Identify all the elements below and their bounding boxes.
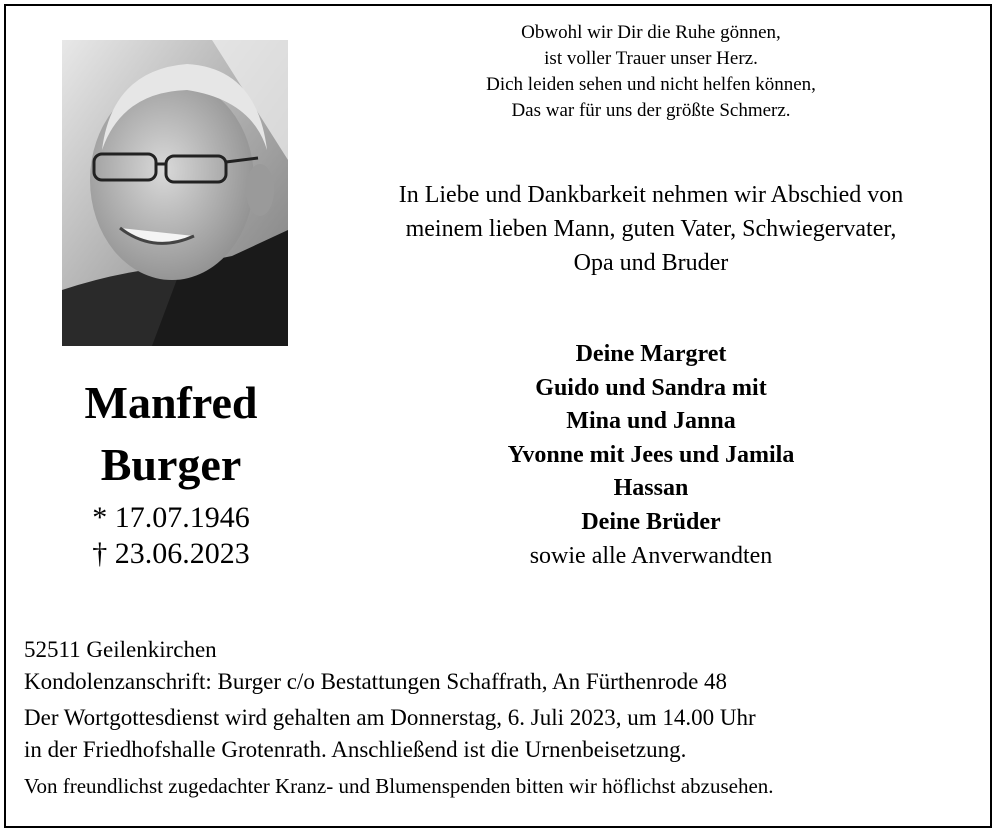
first-name: Manfred [84, 377, 258, 428]
mourner-name: Yvonne mit Jees und Jamila [507, 441, 795, 468]
farewell-line: Opa und Bruder [573, 250, 729, 276]
portrait-image [62, 40, 288, 346]
farewell-text [328, 178, 974, 280]
poem [386, 20, 916, 124]
farewell-line: In Liebe und Dankbarkeit nehmen wir Abschied von [398, 182, 904, 208]
service-info: in der Friedhofshalle Grotenrath. Anschließend ist die Urnenbeisetzung. [24, 737, 687, 762]
portrait-photo [62, 40, 288, 346]
flowers-note: Von freundlichst zugedachter Kranz- und Blumenspenden bitten wir höflichst abzusehen. [24, 774, 774, 798]
city: 52511 Geilenkirchen [24, 637, 217, 662]
death-date: † 23.06.2023 [92, 537, 250, 570]
poem-line: Dich leiden sehen und nicht helfen können, [486, 74, 816, 95]
mourner-name: Guido und Sandra mit [535, 374, 767, 401]
obituary-notice [4, 4, 992, 828]
mourner-name: Hassan [613, 475, 689, 502]
life-dates [26, 500, 316, 572]
mourners-list [386, 338, 916, 573]
mourner-name: Deine Margret [575, 341, 727, 367]
farewell-line: meinem lieben Mann, guten Vater, Schwiegervater, [405, 216, 897, 242]
poem-line: Das war für uns der größte Schmerz. [511, 100, 791, 121]
mourner-others: sowie alle Anverwandten [529, 542, 773, 569]
service-info: Der Wortgottesdienst wird gehalten am Donnerstag, 6. Juli 2023, um 14.00 Uhr [24, 705, 756, 730]
poem-line: ist voller Trauer unser Herz. [544, 48, 758, 69]
mourner-name: Mina und Janna [566, 408, 736, 435]
birth-date: * 17.07.1946 [92, 501, 250, 534]
mourner-name: Deine Brüder [581, 508, 721, 535]
footer-info [24, 634, 984, 802]
poem-line: Obwohl wir Dir die Ruhe gönnen, [521, 22, 781, 43]
condolence-address: Kondolenzanschrift: Burger c/o Bestattungen Schaffrath, An Fürthenrode 48 [24, 669, 728, 694]
deceased-name [26, 372, 316, 496]
last-name: Burger [100, 439, 242, 490]
